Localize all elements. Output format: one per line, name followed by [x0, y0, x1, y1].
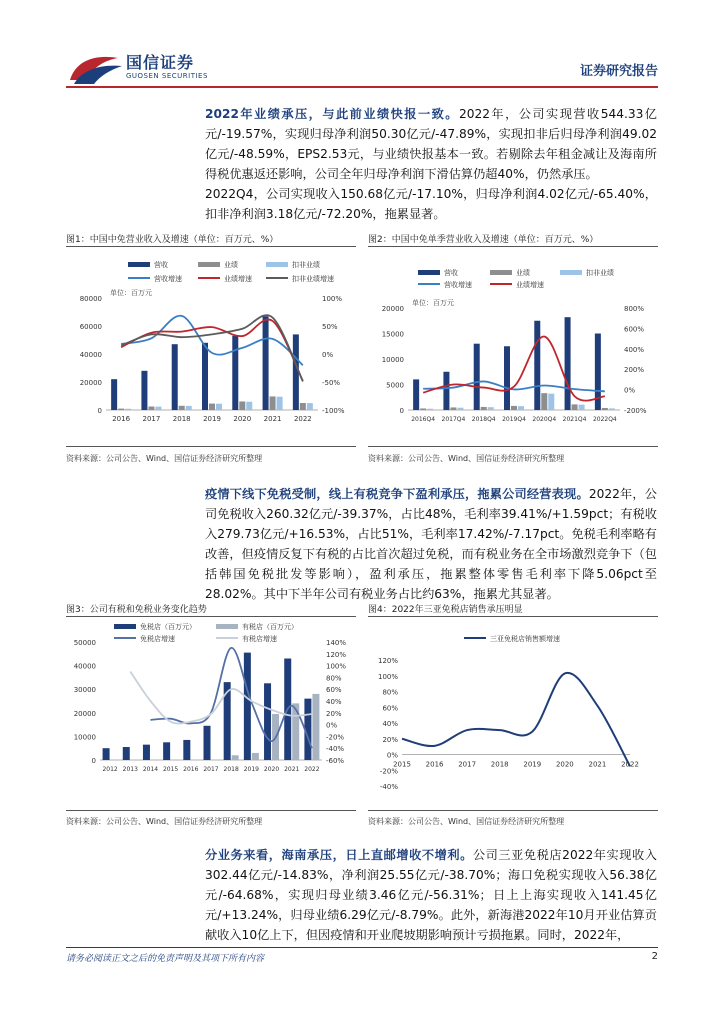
bar-营收 [111, 379, 117, 410]
legend-label: 业绩 [224, 261, 238, 269]
x-tick-label: 2017Q4 [441, 416, 466, 423]
bar-营收 [141, 371, 147, 410]
bar-免税店（百万元） [123, 747, 130, 760]
fig1-bottom-rule [66, 446, 356, 447]
y-left-tick-label: 60000 [79, 323, 102, 331]
x-tick-label: 2017 [203, 766, 219, 773]
bar-营收 [474, 344, 480, 410]
bar-营收 [504, 346, 510, 410]
x-tick-label: 2022 [304, 766, 320, 773]
x-tick-label: 2022 [293, 415, 312, 423]
x-tick-label: 2016Q4 [411, 416, 436, 423]
y-tick-label: -40% [379, 783, 398, 791]
y-right-tick-label: 20% [326, 709, 342, 718]
y-left-tick-label: 20000 [79, 379, 102, 387]
y-right-tick-label: 200% [624, 366, 645, 375]
line-业绩增速 [121, 319, 303, 380]
y-left-tick-label: 30000 [73, 686, 96, 695]
y-tick-label: 0% [386, 751, 398, 760]
fig3-title: 图3：公司有税和免税业务变化趋势 [66, 605, 207, 615]
bar-有税店（百万元） [252, 753, 259, 760]
bar-业绩 [300, 403, 306, 410]
bar-扣非业绩 [186, 406, 192, 410]
bar-业绩 [118, 409, 124, 410]
y-right-tick-label: 60% [326, 686, 342, 695]
bar-业绩 [511, 406, 517, 410]
x-tick-label: 2020 [555, 760, 574, 769]
bar-扣非业绩 [548, 394, 554, 410]
company-name-cn: 国信证券 [126, 53, 195, 72]
bar-业绩 [209, 404, 215, 410]
paragraph-lead: 2022年业绩承压，与此前业绩快报一致。 [205, 107, 459, 121]
y-right-tick-label: -20% [326, 733, 345, 742]
header-divider [66, 86, 658, 88]
x-tick-label: 2022 [621, 760, 639, 769]
bar-免税店（百万元） [103, 748, 110, 760]
bar-业绩 [450, 407, 456, 410]
x-tick-label: 2020 [233, 415, 252, 423]
legend-swatch [266, 262, 288, 267]
x-tick-label: 2021Q4 [562, 416, 587, 423]
legend-swatch [198, 262, 220, 267]
x-tick-label: 2018Q4 [471, 416, 496, 423]
legend-label: 业绩增速 [224, 275, 252, 283]
y-left-tick-label: 10000 [73, 733, 96, 742]
bar-扣非业绩 [457, 408, 463, 410]
paragraph-annual-results [205, 104, 657, 184]
x-tick-label: 2021 [263, 415, 282, 423]
paragraph-body: 2022年，公司实现营收544.33亿元/-19.57%，实现归母净利润50.30亿元/-47.89%，实现扣非后归母净利润49.02亿元/-48.59%，EPS2.53元，与业绩快报基本一致。若剔除去年租金减让及海南所得税优惠返还影响，公司全年归母净利润下滑估算仍超40%，仍然承压。 [205, 107, 657, 181]
y-left-tick-label: 0 [91, 757, 96, 765]
y-tick-label: 60% [382, 704, 398, 713]
y-right-tick-label: 100% [326, 662, 347, 671]
legend-swatch [114, 624, 136, 629]
legend-swatch [560, 270, 582, 275]
x-tick-label: 2018 [223, 766, 239, 773]
legend-label: 营收 [444, 269, 458, 277]
x-tick-label: 2016 [112, 415, 131, 423]
x-tick-label: 2017 [142, 415, 161, 423]
fig3-chart [66, 620, 356, 810]
x-tick-label: 2015 [162, 766, 179, 773]
legend-label: 免税店（百万元） [140, 623, 196, 631]
paragraph-duty-free-vs-taxed [205, 484, 657, 604]
bar-扣非业绩 [125, 409, 131, 410]
x-tick-label: 2019 [203, 415, 221, 423]
legend-swatch [418, 270, 440, 275]
y-right-tick-label: -40% [326, 745, 345, 754]
paragraph-body: 2022Q4，公司实现收入150.68亿元/-17.10%，归母净利润4.02亿元/-65.40%，扣非净利润3.18亿元/-72.20%，拖累显著。 [205, 187, 657, 221]
y-left-tick-label: 40000 [79, 351, 102, 359]
legend-swatch [128, 262, 150, 267]
x-tick-label: 2014 [142, 766, 159, 773]
y-right-tick-label: 600% [624, 325, 645, 334]
legend-label: 营收 [154, 261, 168, 269]
y-right-tick-label: 0% [322, 351, 334, 359]
bar-免税店（百万元） [264, 683, 271, 760]
x-tick-label: 2019Q4 [502, 416, 526, 423]
x-tick-label: 2020 [263, 766, 280, 773]
x-tick-label: 2021 [284, 766, 300, 773]
report-type-label: 证券研究报告 [579, 64, 658, 79]
y-left-tick-label: 0 [97, 407, 102, 415]
bar-扣非业绩 [277, 397, 283, 410]
y-left-tick-label: 80000 [79, 295, 102, 303]
y-left-tick-label: 20000 [381, 305, 404, 313]
bar-营收 [293, 334, 299, 410]
legend-label: 三亚免税店销售额增速 [490, 635, 560, 643]
line-业绩增速 [423, 337, 605, 401]
bar-扣非业绩 [307, 403, 313, 410]
fig3-source: 资料来源：公司公告、Wind、国信证券经济研究所整理 [66, 817, 263, 826]
y-right-tick-label: -100% [322, 407, 345, 415]
bar-扣非业绩 [427, 409, 433, 410]
x-tick-label: 2019 [523, 760, 542, 769]
bar-营收 [443, 372, 449, 410]
y-right-tick-label: 400% [624, 345, 645, 354]
y-left-tick-label: 0 [399, 407, 404, 415]
y-right-tick-label: 100% [322, 295, 343, 303]
bar-免税店（百万元） [244, 653, 251, 760]
y-right-tick-label: 80% [326, 674, 342, 683]
bar-扣非业绩 [579, 405, 585, 410]
bar-业绩 [270, 396, 276, 410]
footer-divider [66, 947, 658, 948]
x-tick-label: 2012 [102, 766, 118, 773]
fig4-title: 图4：2022年三亚免税店销售承压明显 [368, 605, 523, 615]
guosen-logo-icon [66, 50, 126, 86]
y-left-tick-label: 50000 [73, 639, 96, 647]
fig2-source: 资料来源：公司公告、Wind、国信证券经济研究所整理 [368, 454, 565, 463]
legend-label: 营收增速 [444, 281, 472, 289]
y-right-tick-label: -60% [326, 757, 345, 765]
bar-免税店（百万元） [183, 740, 190, 760]
paragraph-lead: 分业务来看，海南承压，日上直邮增收不增利。 [205, 848, 473, 862]
legend-label: 免税店增速 [140, 635, 175, 643]
fig2-bottom-rule [368, 446, 658, 447]
x-tick-label: 2018 [490, 760, 509, 769]
x-tick-label: 2021 [588, 760, 607, 769]
y-right-tick-label: 120% [326, 650, 347, 659]
paragraph-segments [205, 845, 657, 945]
fig1-top-rule [66, 246, 356, 247]
bar-营收 [172, 344, 178, 410]
y-right-tick-label: 0% [326, 721, 338, 730]
y-left-tick-label: 40000 [73, 662, 96, 671]
y-right-tick-label: -50% [322, 379, 341, 387]
unit-label: 单位：百万元 [412, 299, 454, 307]
bar-扣非业绩 [155, 407, 161, 410]
fig4-top-rule [368, 616, 658, 617]
bar-营收 [534, 321, 540, 410]
fig4-bottom-rule [368, 810, 658, 811]
y-right-tick-label: 140% [326, 639, 347, 647]
fig4-chart [368, 620, 658, 810]
x-tick-label: 2017 [458, 760, 477, 769]
company-name-en: GUOSEN SECURITIES [126, 72, 208, 80]
y-left-tick-label: 5000 [386, 381, 404, 390]
y-tick-label: -20% [379, 767, 398, 776]
y-tick-label: 80% [382, 688, 398, 697]
fig1-title: 图1：中国中免营业收入及增速（单位：百万元、%） [66, 235, 279, 245]
x-tick-label: 2016 [425, 760, 444, 769]
bar-业绩 [239, 401, 245, 410]
x-tick-label: 2013 [122, 766, 138, 773]
fig1-chart [66, 250, 356, 445]
legend-label: 营收增速 [154, 275, 182, 283]
fig3-bottom-rule [66, 810, 356, 811]
y-right-tick-label: -200% [624, 407, 647, 415]
fig3-top-rule [66, 616, 356, 617]
bar-营收 [565, 317, 571, 410]
y-right-tick-label: 40% [326, 698, 342, 706]
legend-label: 扣非业绩 [586, 269, 614, 277]
fig1-source: 资料来源：公司公告、Wind、国信证券经济研究所整理 [66, 454, 263, 463]
bar-营收 [263, 316, 269, 410]
x-tick-label: 2019 [243, 766, 260, 773]
legend-label: 有税店（百万元） [242, 623, 298, 631]
y-tick-label: 20% [382, 735, 398, 744]
legend-label: 业绩增速 [516, 281, 544, 289]
y-left-tick-label: 10000 [381, 356, 404, 364]
bar-业绩 [572, 404, 578, 410]
bar-业绩 [602, 408, 608, 410]
legend-label: 扣非业绩增速 [292, 275, 334, 283]
footer-disclaimer: 请务必阅读正文之后的免责声明及其项下所有内容 [66, 954, 265, 964]
bar-业绩 [148, 407, 154, 411]
y-right-tick-label: 800% [624, 305, 645, 313]
legend-label: 有税店增速 [242, 635, 277, 643]
y-left-tick-label: 20000 [73, 709, 96, 718]
y-tick-label: 40% [382, 720, 398, 728]
bar-营收 [232, 336, 238, 410]
bar-扣非业绩 [246, 402, 252, 410]
bar-免税店（百万元） [163, 742, 170, 760]
bar-业绩 [481, 407, 487, 410]
bar-业绩 [541, 393, 547, 410]
paragraph-body: 2022年，公司免税收入260.32亿元/-39.37%，占比48%，毛利率39.41%/+1.59pct；有税收入279.73亿元/+16.53%，占比51%，毛利率17.42%/-7.17pct。免税毛利率略有改善，但疫情反复下有税的占比首次超过免税，而有税业务在全市场激烈竞争下（包括韩国免税批发等影响），盈利承压，拖累整体零售毛利率下降5.06pct至28.02%。其中下半年公司有税业务占比约63%，拖累尤其显著。 [205, 487, 657, 601]
bar-免税店（百万元） [143, 745, 150, 760]
line-三亚免税店销售额增速 [402, 673, 630, 766]
bar-业绩 [179, 406, 185, 410]
bar-扣非业绩 [216, 404, 222, 410]
legend-swatch [490, 270, 512, 275]
paragraph-q4-results [205, 184, 657, 224]
x-tick-label: 2015 [393, 760, 411, 769]
paragraph-body: 公司三亚免税店2022年实现收入302.44亿元/-14.83%，净利润25.55亿元/-38.70%；海口免税实现收入56.38亿元/-64.68%，实现归母业绩3.46亿元/-56.31%；日上上海实现收入141.45亿元/+13.24%，归母业绩6.29亿元/-8.79%。此外，新海港2022年10月开业估算贡献收入10亿上下，但因疫情和开业爬坡期影响预计亏损拖累。同时，2022年， [205, 848, 657, 942]
bar-扣非业绩 [488, 407, 494, 410]
bar-业绩 [420, 408, 426, 410]
fig2-title: 图2：中国中免单季营业收入及增速（单位：百万元、%） [368, 235, 599, 245]
unit-label: 单位：百万元 [110, 289, 152, 297]
x-tick-label: 2020Q4 [532, 416, 557, 423]
fig2-chart [368, 250, 658, 445]
bar-免税店（百万元） [204, 726, 211, 760]
x-tick-label: 2022Q4 [592, 416, 617, 423]
bar-有税店（百万元） [232, 755, 239, 760]
bar-扣非业绩 [518, 406, 524, 410]
x-tick-label: 2018 [172, 415, 191, 423]
bar-扣非业绩 [609, 408, 615, 410]
page-number: 2 [651, 951, 658, 962]
legend-swatch [216, 624, 238, 629]
y-tick-label: 100% [377, 672, 398, 681]
bar-有税店（百万元） [312, 694, 319, 760]
y-tick-label: 120% [377, 657, 398, 665]
legend-label: 扣非业绩 [292, 261, 320, 269]
x-tick-label: 2016 [183, 766, 199, 773]
bar-营收 [202, 343, 208, 410]
y-right-tick-label: 0% [624, 386, 636, 395]
fig2-top-rule [368, 246, 658, 247]
bar-营收 [413, 379, 419, 410]
legend-label: 业绩 [516, 269, 530, 277]
fig4-source: 资料来源：公司公告、Wind、国信证券经济研究所整理 [368, 817, 565, 826]
y-right-tick-label: 50% [322, 323, 338, 331]
y-left-tick-label: 15000 [381, 330, 404, 339]
paragraph-lead: 疫情下线下免税受制，线上有税竞争下盈利承压，拖累公司经营表现。 [205, 487, 589, 501]
